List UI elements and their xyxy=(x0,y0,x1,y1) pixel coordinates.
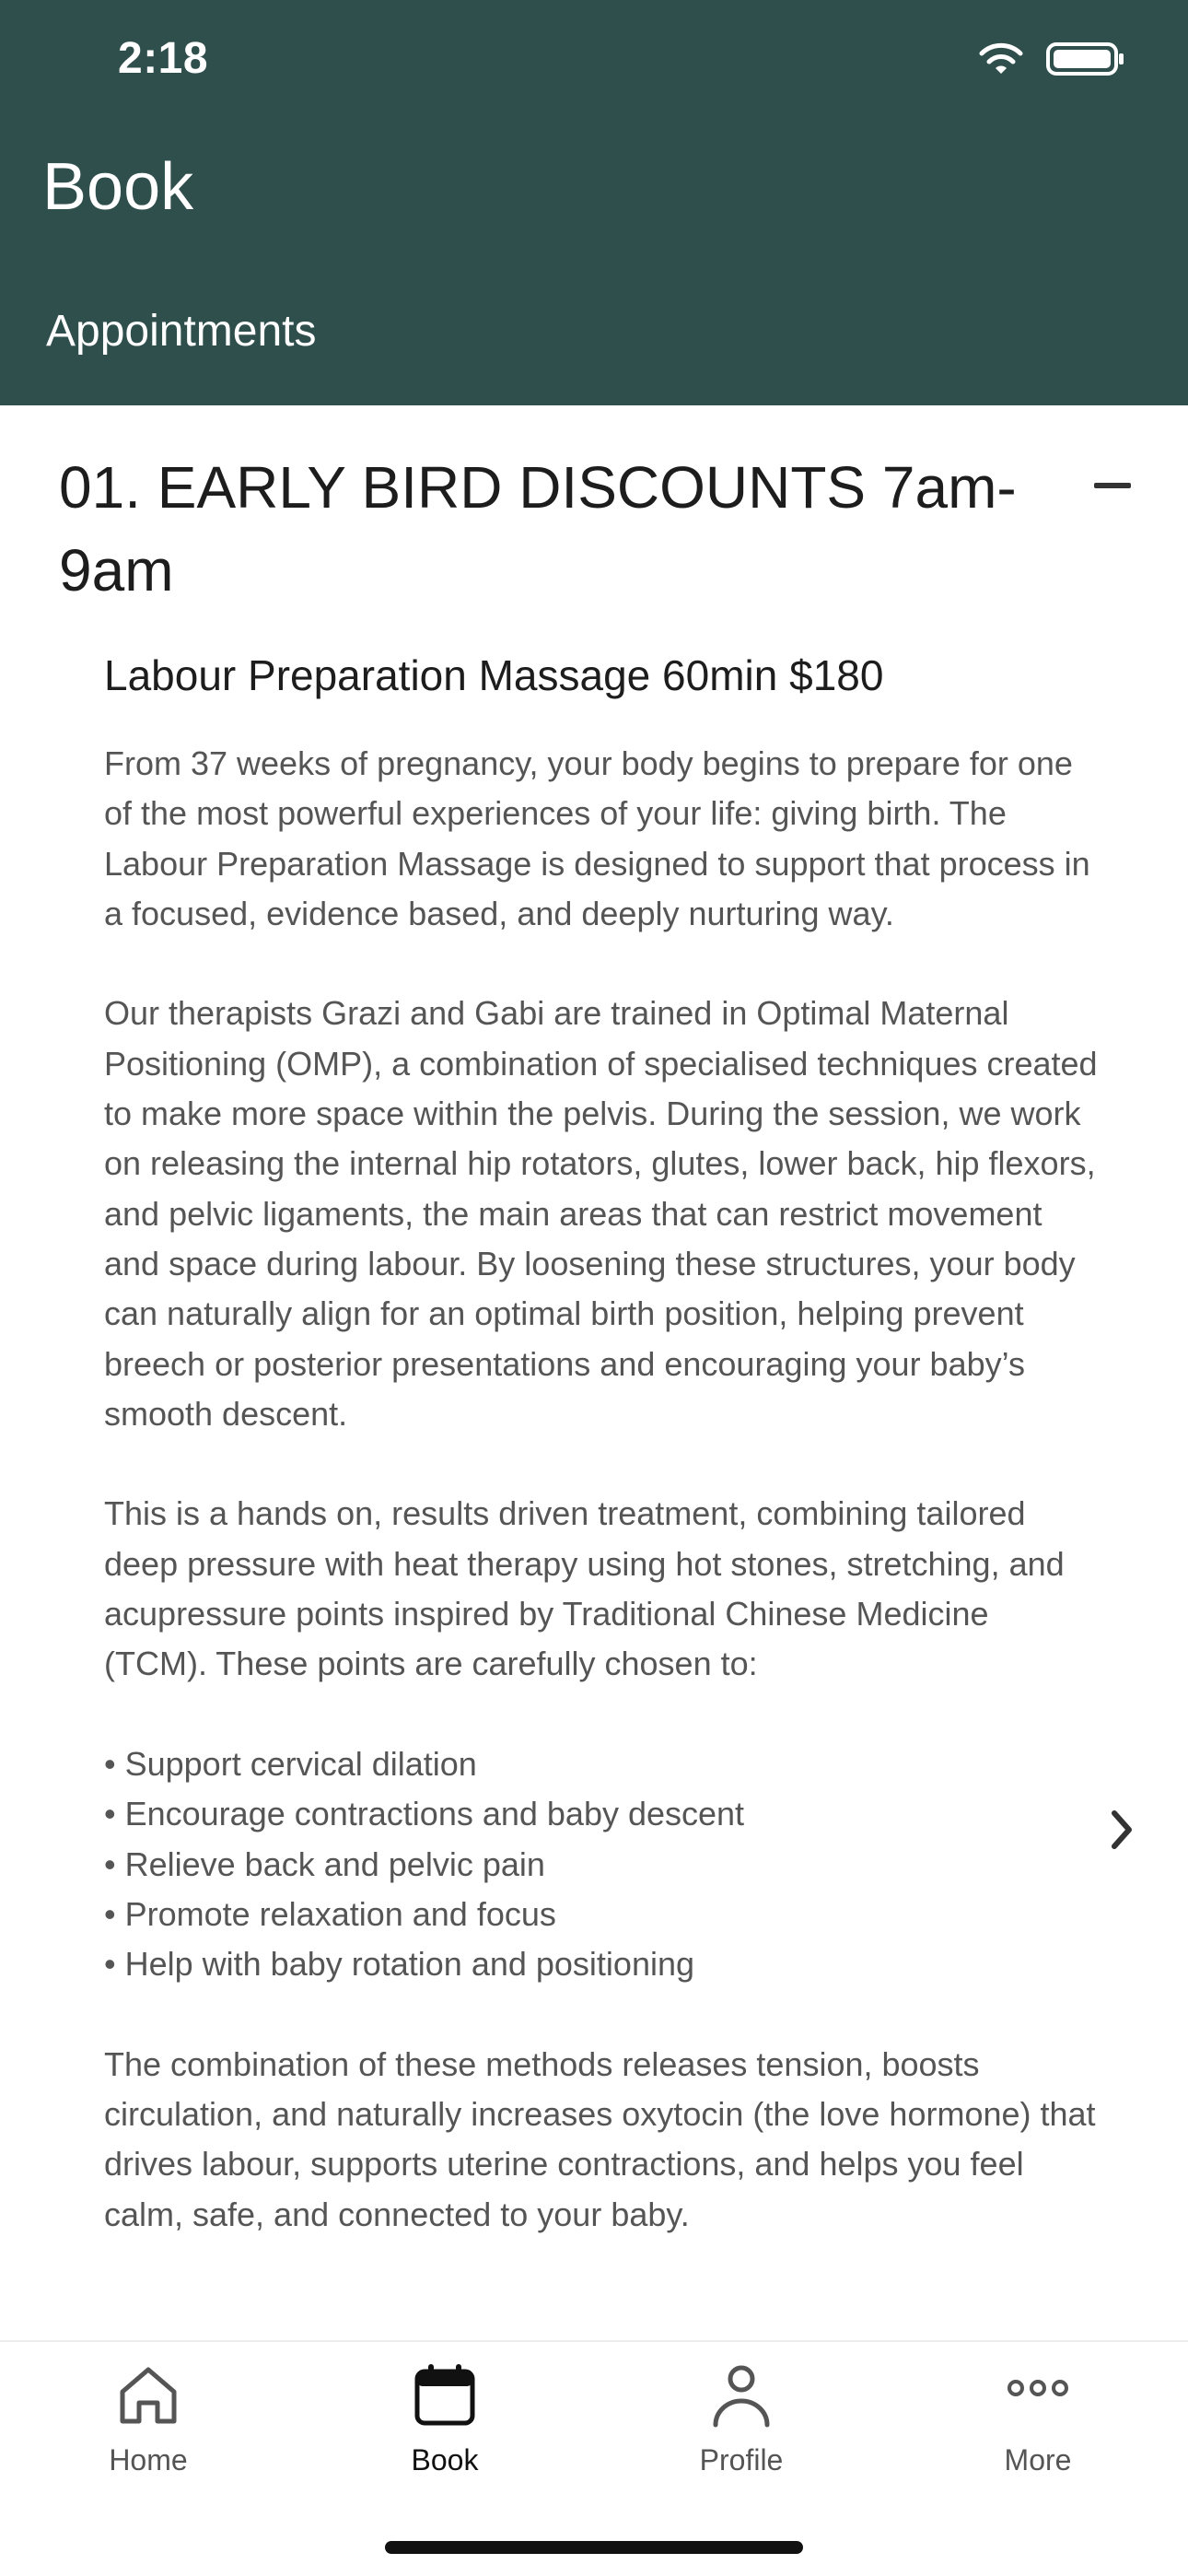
tab-profile[interactable] xyxy=(593,2360,890,2508)
list-item: • Encourage contractions and baby descent xyxy=(104,1795,745,1833)
tab-home[interactable] xyxy=(0,2360,297,2508)
service-description[interactable] xyxy=(104,739,1099,2240)
description-paragraph: Our therapists Grazi and Gabi are trained in Optimal Maternal Positioning (OMP), a combination of specialised techniques created to make more space within the pelvis. During the session, we work on releasing the internal hip rotators, glutes, lower back, hip flexors, and pelvic ligaments, the main areas that can restrict movement and space during labour. By loosening these structures, your body can naturally align for an optimal birth position, helping prevent breech or posterior presentations and encouraging your baby’s smooth descent. xyxy=(104,994,1098,1433)
chevron-right-icon[interactable] xyxy=(1103,1806,1140,1854)
ellipsis-icon xyxy=(1003,2360,1073,2430)
list-item: • Help with baby rotation and positioning xyxy=(104,1945,695,1984)
person-icon xyxy=(706,2360,776,2430)
list-item: • Support cervical dilation xyxy=(104,1744,477,1783)
tab-label: More xyxy=(1004,2443,1072,2476)
tab-book[interactable] xyxy=(297,2360,593,2508)
list-item: • Promote relaxation and focus xyxy=(104,1894,556,1933)
service-name[interactable]: Labour Preparation Massage 60min $180 xyxy=(104,651,884,699)
collapse-icon[interactable] xyxy=(1094,483,1131,488)
home-icon xyxy=(113,2360,183,2430)
benefits-list xyxy=(104,1739,1099,1989)
description-paragraph: The combination of these methods releases tension, boosts circulation, and naturally increases oxytocin (the love hormone) that drives labour, supports uterine contractions, and helps you feel calm, safe, and connected to your baby. xyxy=(104,2044,1096,2233)
wifi-icon xyxy=(976,41,1026,77)
header xyxy=(0,0,1188,405)
description-paragraph: This is a hands on, results driven treatment, combining tailored deep pressure with heat therapy using hot stones, stretching, and acupressure points inspired by Traditional Chinese Medicine (TCM). These points are carefully chosen to: xyxy=(104,1494,1065,1683)
service-list[interactable] xyxy=(0,405,1188,2340)
category-title[interactable]: 01. EARLY BIRD DISCOUNTS 7am-9am xyxy=(59,454,1017,603)
tab-more[interactable] xyxy=(890,2360,1186,2508)
status-icons xyxy=(976,41,1125,77)
tab-appointments[interactable]: Appointments xyxy=(46,307,317,356)
description-paragraph: From 37 weeks of pregnancy, your body begins to prepare for one of the most powerful experiences of your life: giving birth. The Labour Preparation Massage is designed to support that process in a focused, evidence based, and deeply nurturing way. xyxy=(104,744,1090,932)
tab-label: Book xyxy=(411,2443,479,2476)
list-item: • Relieve back and pelvic pain xyxy=(104,1844,545,1883)
calendar-icon xyxy=(410,2360,480,2430)
home-indicator[interactable] xyxy=(385,2541,803,2554)
status-time: 2:18 xyxy=(118,34,209,83)
page-title: Book xyxy=(42,150,194,224)
battery-icon xyxy=(1046,41,1125,77)
tab-label: Home xyxy=(109,2443,188,2476)
tab-label: Profile xyxy=(699,2443,784,2476)
